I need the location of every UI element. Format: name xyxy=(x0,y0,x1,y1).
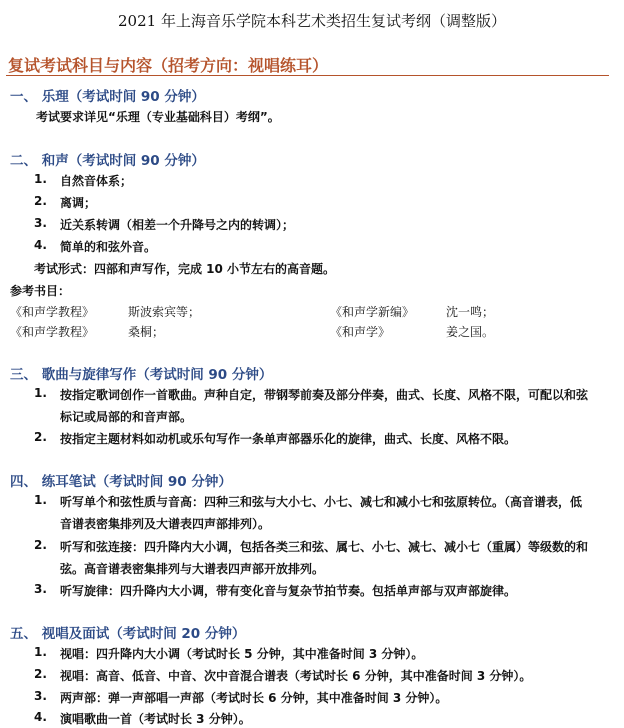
reference-author: 沈一鸣； xyxy=(446,305,495,319)
reference-title: 《和声学新编》 xyxy=(330,305,415,319)
item-number: 1. xyxy=(34,645,47,659)
heading-underline xyxy=(6,75,609,76)
item-number: 3. xyxy=(34,582,47,596)
references-label: 参考书目： xyxy=(10,284,71,298)
reference-author: 姜之国。 xyxy=(446,325,495,339)
list-item-line: 按指定主题材料如动机或乐句写作一条单声部器乐化的旋律，曲式、长度、风格不限。 xyxy=(60,432,517,446)
reference-author: 斯波索宾等； xyxy=(128,305,201,319)
list-item-line: 听写单个和弦性质与音高：四种三和弦与大小七、小七、减七和减小七和弦原转位。（高音谱表，低 xyxy=(60,495,583,509)
list-item-line: 标记或局部的和音声部。 xyxy=(60,410,193,424)
item-number: 1. xyxy=(34,493,47,507)
main-heading: 复试考试科目与内容（招考方向：视唱练耳） xyxy=(8,56,329,75)
list-item-line: 按指定歌词创作一首歌曲。声种自定，带钢琴前奏及部分伴奏，曲式、长度、风格不限，可配以和弦 xyxy=(60,388,589,402)
section-text: 考试要求详见“乐理（专业基础科目）考纲”。 xyxy=(36,110,280,124)
section-heading-composition: 三、 歌曲与旋律写作（考试时间 90 分钟） xyxy=(10,367,273,383)
section-heading-ear-training: 四、 练耳笔试（考试时间 90 分钟） xyxy=(10,474,232,490)
item-number: 2. xyxy=(34,538,47,552)
item-number: 1. xyxy=(34,172,47,186)
reference-title: 《和声学教程》 xyxy=(10,305,95,319)
section-heading-theory: 一、 乐理（考试时间 90 分钟） xyxy=(10,89,205,105)
item-number: 4. xyxy=(34,238,47,252)
item-number: 3. xyxy=(34,216,47,230)
item-number: 2. xyxy=(34,430,47,444)
section-heading-sight-singing: 五、 视唱及面试（考试时间 20 分钟） xyxy=(10,626,246,642)
item-number: 2. xyxy=(34,667,47,681)
item-number: 3. xyxy=(34,689,47,703)
list-item-line: 弦。高音谱表密集排列与大谱表四声部开放排列。 xyxy=(60,562,325,576)
list-item-line: 听写和弦连接：四升降内大小调，包括各类三和弦、属七、小七、减七、减小七（重属）等级数的和 xyxy=(60,540,589,554)
list-item-line: 音谱表密集排列及大谱表四声部排列）。 xyxy=(60,517,271,531)
list-item: 自然音体系； xyxy=(60,174,133,188)
list-item: 简单的和弦外音。 xyxy=(60,240,157,254)
reference-title: 《和声学教程》 xyxy=(10,325,95,339)
list-item: 两声部：弹一声部唱一声部（考试时长 6 分钟，其中准备时间 3 分钟）。 xyxy=(60,691,448,705)
item-number: 4. xyxy=(34,710,47,724)
exam-form: 考试形式：四部和声写作，完成 10 小节左右的高音题。 xyxy=(34,262,336,276)
section-heading-harmony: 二、 和声（考试时间 90 分钟） xyxy=(10,153,205,169)
list-item: 近关系转调（相差一个升降号之内的转调）； xyxy=(60,218,295,232)
item-number: 1. xyxy=(34,386,47,400)
reference-author: 桑桐； xyxy=(128,325,165,339)
list-item: 视唱：四升降内大小调（考试时长 5 分钟，其中准备时间 3 分钟）。 xyxy=(60,647,424,661)
item-number: 2. xyxy=(34,194,47,208)
reference-title: 《和声学》 xyxy=(330,325,391,339)
document-title: 2021 年上海音乐学院本科艺术类招生复试考纲（调整版） xyxy=(118,12,506,30)
list-item: 离调； xyxy=(60,196,97,210)
list-item-line: 听写旋律：四升降内大小调，带有变化音与复杂节拍节奏。包括单声部与双声部旋律。 xyxy=(60,584,517,598)
list-item: 演唱歌曲一首（考试时长 3 分钟）。 xyxy=(60,712,251,726)
list-item: 视唱：高音、低音、中音、次中音混合谱表（考试时长 6 分钟，其中准备时间 3 分钟）。 xyxy=(60,669,532,683)
